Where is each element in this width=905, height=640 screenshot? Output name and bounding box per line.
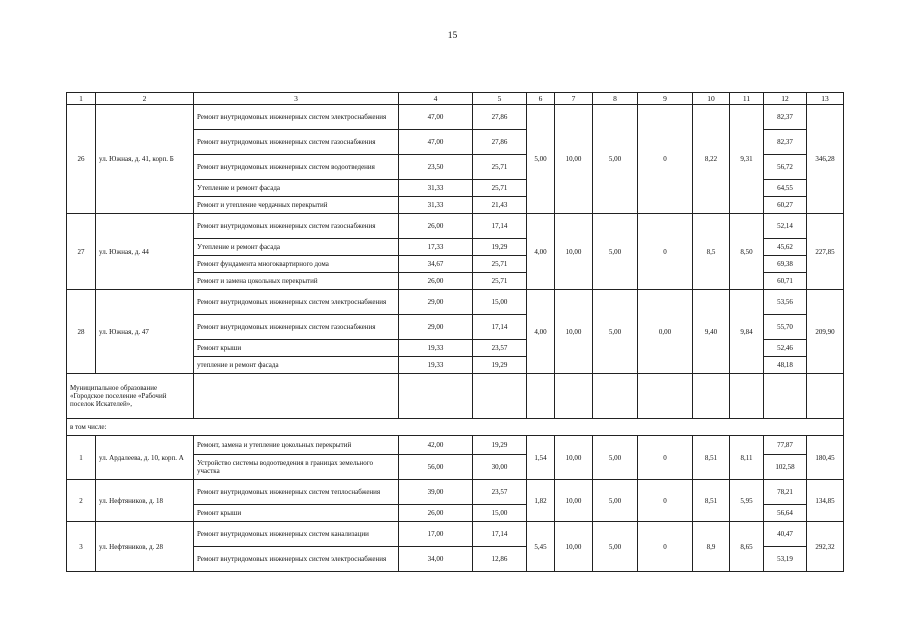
cell-col5: 25,71 [473, 273, 527, 290]
cell-col4: 39,00 [399, 480, 473, 505]
work-type: Ремонт и замена цокольных перекрытий [194, 273, 399, 290]
cell-col7: 10,00 [555, 214, 593, 290]
header-cell: 2 [96, 93, 194, 105]
work-type: Ремонт внутридомовых инженерных систем газоснабжения [194, 315, 399, 340]
cell-col12: 52,14 [764, 214, 807, 239]
cell-col8: 5,00 [593, 522, 638, 572]
cell-col13: 346,28 [807, 105, 844, 214]
including-row [67, 419, 844, 436]
cell-col6: 1,54 [527, 436, 555, 480]
item-number: 2 [67, 480, 96, 522]
header-cell: 10 [693, 93, 730, 105]
cell-col10: 8,51 [693, 436, 730, 480]
empty-cell [593, 374, 638, 419]
municipality-row [67, 374, 844, 419]
header-cell: 8 [593, 93, 638, 105]
cell-col12: 60,27 [764, 197, 807, 214]
cell-col8: 5,00 [593, 105, 638, 214]
item-number: 27 [67, 214, 96, 290]
building-address: ул. Южная, д. 44 [96, 214, 194, 290]
cell-col8: 5,00 [593, 214, 638, 290]
cell-col10: 9,40 [693, 290, 730, 374]
cell-col4: 17,00 [399, 522, 473, 547]
cell-col4: 17,33 [399, 239, 473, 256]
cell-col4: 42,00 [399, 436, 473, 455]
cell-col5: 25,71 [473, 256, 527, 273]
item-number: 26 [67, 105, 96, 214]
cell-col13: 180,45 [807, 436, 844, 480]
cell-col10: 8,22 [693, 105, 730, 214]
cell-col5: 17,14 [473, 315, 527, 340]
building-address: ул. Нефтяников, д. 18 [96, 480, 194, 522]
cell-col12: 56,64 [764, 505, 807, 522]
cell-col12: 53,19 [764, 547, 807, 572]
cell-col12: 53,56 [764, 290, 807, 315]
cell-col9: 0 [638, 436, 693, 480]
empty-cell [194, 374, 399, 419]
cell-col10: 8,9 [693, 522, 730, 572]
header-cell: 1 [67, 93, 96, 105]
cell-col5: 17,14 [473, 214, 527, 239]
table-row [67, 480, 844, 505]
cell-col11: 5,95 [730, 480, 764, 522]
cell-col12: 60,71 [764, 273, 807, 290]
cell-col5: 12,86 [473, 547, 527, 572]
cell-col4: 29,00 [399, 290, 473, 315]
cell-col4: 19,33 [399, 340, 473, 357]
cell-col6: 5,45 [527, 522, 555, 572]
work-type: Ремонт крыши [194, 340, 399, 357]
cell-col5: 15,00 [473, 505, 527, 522]
cell-col4: 47,00 [399, 105, 473, 130]
header-cell: 5 [473, 93, 527, 105]
cell-col6: 5,00 [527, 105, 555, 214]
cell-col12: 82,37 [764, 130, 807, 155]
cell-col4: 23,50 [399, 155, 473, 180]
header-cell: 13 [807, 93, 844, 105]
repair-program-table [66, 92, 844, 572]
cell-col12: 45,62 [764, 239, 807, 256]
cell-col8: 5,00 [593, 480, 638, 522]
cell-col4: 31,33 [399, 180, 473, 197]
work-type: Ремонт внутридомовых инженерных систем электроснабжения [194, 547, 399, 572]
item-number: 3 [67, 522, 96, 572]
cell-col11: 9,84 [730, 290, 764, 374]
cell-col4: 26,00 [399, 505, 473, 522]
cell-col9: 0,00 [638, 290, 693, 374]
cell-col4: 29,00 [399, 315, 473, 340]
cell-col5: 17,14 [473, 522, 527, 547]
table-row [67, 436, 844, 455]
header-cell: 9 [638, 93, 693, 105]
cell-col12: 55,70 [764, 315, 807, 340]
work-type: Устройство системы водоотведения в границах земельного участка [194, 455, 399, 480]
cell-col4: 19,33 [399, 357, 473, 374]
empty-cell [473, 374, 527, 419]
empty-cell [693, 374, 730, 419]
cell-col13: 227,85 [807, 214, 844, 290]
cell-col5: 19,29 [473, 239, 527, 256]
cell-col4: 26,00 [399, 273, 473, 290]
cell-col11: 9,31 [730, 105, 764, 214]
cell-col12: 48,18 [764, 357, 807, 374]
cell-col13: 209,90 [807, 290, 844, 374]
work-type: Ремонт фундамента многоквартирного дома [194, 256, 399, 273]
work-type: Утепление и ремонт фасада [194, 180, 399, 197]
cell-col12: 69,38 [764, 256, 807, 273]
work-type: Ремонт внутридомовых инженерных систем газоснабжения [194, 214, 399, 239]
work-type: Ремонт крыши [194, 505, 399, 522]
cell-col4: 56,00 [399, 455, 473, 480]
cell-col5: 23,57 [473, 480, 527, 505]
header-row [67, 93, 844, 105]
cell-col4: 47,00 [399, 130, 473, 155]
cell-col5: 25,71 [473, 155, 527, 180]
work-type: Ремонт внутридомовых инженерных систем электроснабжения [194, 105, 399, 130]
cell-col9: 0 [638, 105, 693, 214]
cell-col4: 26,00 [399, 214, 473, 239]
cell-col12: 52,46 [764, 340, 807, 357]
cell-col11: 8,65 [730, 522, 764, 572]
building-address: ул. Южная, д. 41, корп. Б [96, 105, 194, 214]
building-address: ул. Ардалеева, д. 10, корп. А [96, 436, 194, 480]
cell-col4: 31,33 [399, 197, 473, 214]
cell-col11: 8,50 [730, 214, 764, 290]
header-cell: 6 [527, 93, 555, 105]
cell-col5: 15,00 [473, 290, 527, 315]
including-label: в том числе: [67, 419, 844, 436]
empty-cell [807, 374, 844, 419]
cell-col10: 8,51 [693, 480, 730, 522]
cell-col12: 82,37 [764, 105, 807, 130]
header-cell: 3 [194, 93, 399, 105]
cell-col10: 8,5 [693, 214, 730, 290]
building-address: ул. Нефтяников, д. 28 [96, 522, 194, 572]
cell-col7: 10,00 [555, 522, 593, 572]
header-cell: 12 [764, 93, 807, 105]
cell-col12: 77,87 [764, 436, 807, 455]
work-type: Ремонт внутридомовых инженерных систем теплоснабжения [194, 480, 399, 505]
cell-col5: 19,29 [473, 357, 527, 374]
work-type: Утепление и ремонт фасада [194, 239, 399, 256]
cell-col7: 10,00 [555, 105, 593, 214]
work-type: Ремонт внутридомовых инженерных систем канализации [194, 522, 399, 547]
item-number: 28 [67, 290, 96, 374]
cell-col9: 0 [638, 480, 693, 522]
cell-col7: 10,00 [555, 290, 593, 374]
work-type: Ремонт и утепление чердачных перекрытий [194, 197, 399, 214]
empty-cell [638, 374, 693, 419]
empty-cell [399, 374, 473, 419]
work-type: Ремонт внутридомовых инженерных систем водоотведения [194, 155, 399, 180]
work-type: Ремонт, замена и утепление цокольных перекрытий [194, 436, 399, 455]
table-row [67, 105, 844, 130]
empty-cell [527, 374, 555, 419]
cell-col12: 40,47 [764, 522, 807, 547]
header-cell: 7 [555, 93, 593, 105]
page-number: 15 [447, 31, 458, 41]
empty-cell [764, 374, 807, 419]
cell-col12: 64,55 [764, 180, 807, 197]
cell-col4: 34,00 [399, 547, 473, 572]
cell-col4: 34,67 [399, 256, 473, 273]
municipality-name: Муниципальное образование «Городское поселение «Рабочий поселок Искателей», [67, 374, 194, 419]
cell-col7: 10,00 [555, 480, 593, 522]
table-row [67, 290, 844, 315]
cell-col6: 4,00 [527, 290, 555, 374]
cell-col12: 56,72 [764, 155, 807, 180]
cell-col5: 30,00 [473, 455, 527, 480]
cell-col12: 102,58 [764, 455, 807, 480]
empty-cell [555, 374, 593, 419]
header-cell: 4 [399, 93, 473, 105]
cell-col5: 23,57 [473, 340, 527, 357]
cell-col5: 27,86 [473, 105, 527, 130]
work-type: Ремонт внутридомовых инженерных систем электроснабжения [194, 290, 399, 315]
item-number: 1 [67, 436, 96, 480]
cell-col13: 292,32 [807, 522, 844, 572]
cell-col6: 1,82 [527, 480, 555, 522]
empty-cell [730, 374, 764, 419]
header-cell: 11 [730, 93, 764, 105]
cell-col5: 21,43 [473, 197, 527, 214]
cell-col8: 5,00 [593, 290, 638, 374]
cell-col8: 5,00 [593, 436, 638, 480]
cell-col5: 27,86 [473, 130, 527, 155]
cell-col9: 0 [638, 522, 693, 572]
table-row [67, 522, 844, 547]
cell-col7: 10,00 [555, 436, 593, 480]
cell-col6: 4,00 [527, 214, 555, 290]
cell-col12: 78,21 [764, 480, 807, 505]
cell-col9: 0 [638, 214, 693, 290]
work-type: Ремонт внутридомовых инженерных систем газоснабжения [194, 130, 399, 155]
building-address: ул. Южная, д. 47 [96, 290, 194, 374]
cell-col5: 25,71 [473, 180, 527, 197]
work-type: утепление и ремонт фасада [194, 357, 399, 374]
cell-col13: 134,85 [807, 480, 844, 522]
cell-col11: 8,11 [730, 436, 764, 480]
table-row [67, 214, 844, 239]
cell-col5: 19,29 [473, 436, 527, 455]
